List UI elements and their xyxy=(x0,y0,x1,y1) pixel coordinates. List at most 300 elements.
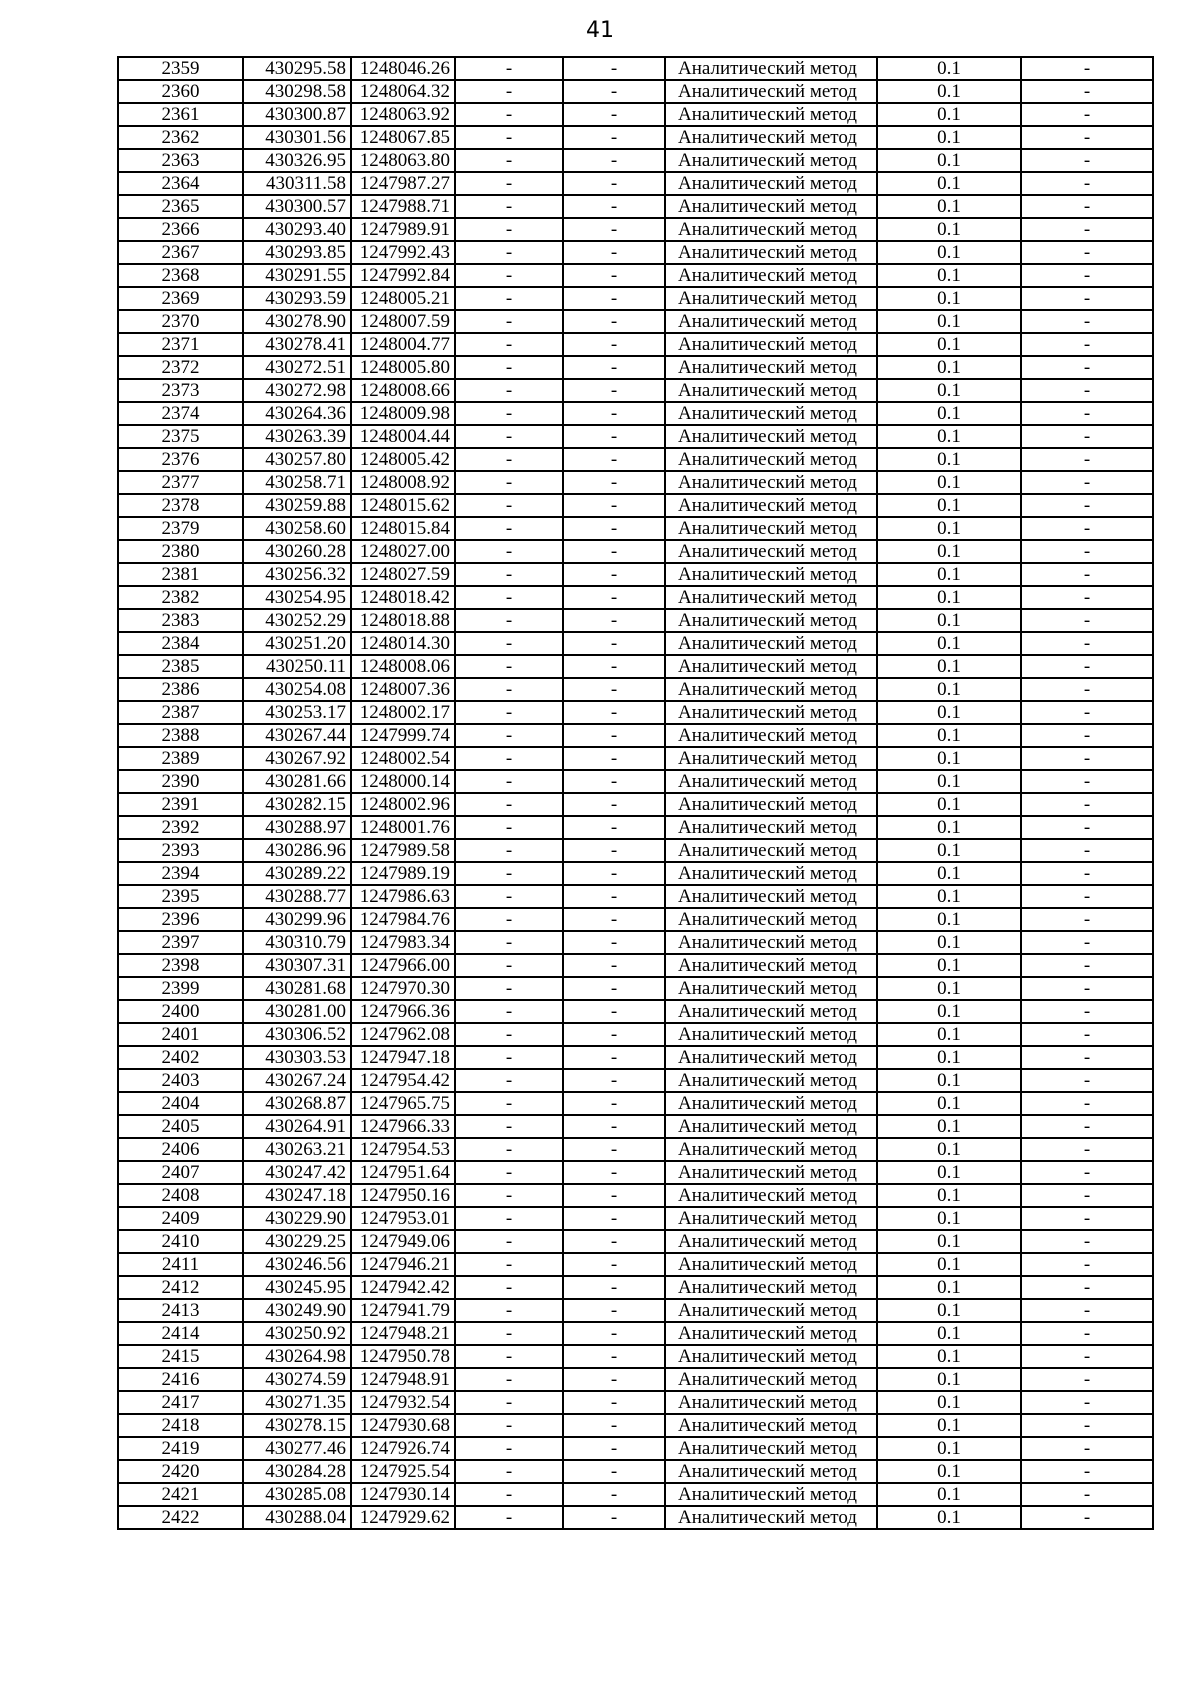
x-coordinate-cell: 430298.58 xyxy=(243,80,351,103)
dash-cell: - xyxy=(563,816,665,839)
dash-cell: - xyxy=(563,632,665,655)
accuracy-cell: 0.1 xyxy=(877,1207,1021,1230)
table-row xyxy=(118,103,1153,126)
dash-cell: - xyxy=(563,1345,665,1368)
dash-cell: - xyxy=(455,517,563,540)
method-cell: Аналитический метод xyxy=(665,1230,877,1253)
y-coordinate-cell: 1248008.06 xyxy=(351,655,455,678)
x-coordinate-cell: 430247.42 xyxy=(243,1161,351,1184)
method-cell: Аналитический метод xyxy=(665,655,877,678)
dash-cell: - xyxy=(563,793,665,816)
x-coordinate-cell: 430307.31 xyxy=(243,954,351,977)
point-number-cell: 2406 xyxy=(118,1138,243,1161)
point-number-cell: 2419 xyxy=(118,1437,243,1460)
method-cell: Аналитический метод xyxy=(665,103,877,126)
x-coordinate-cell: 430278.15 xyxy=(243,1414,351,1437)
table-row xyxy=(118,701,1153,724)
y-coordinate-cell: 1247929.62 xyxy=(351,1506,455,1529)
x-coordinate-cell: 430268.87 xyxy=(243,1092,351,1115)
dash-cell: - xyxy=(563,931,665,954)
accuracy-cell: 0.1 xyxy=(877,1368,1021,1391)
y-coordinate-cell: 1248008.66 xyxy=(351,379,455,402)
table-row xyxy=(118,149,1153,172)
method-cell: Аналитический метод xyxy=(665,954,877,977)
dash-cell: - xyxy=(563,333,665,356)
dash-cell: - xyxy=(563,1069,665,1092)
point-number-cell: 2407 xyxy=(118,1161,243,1184)
table-row xyxy=(118,57,1153,80)
accuracy-cell: 0.1 xyxy=(877,1253,1021,1276)
dash-cell: - xyxy=(563,885,665,908)
point-number-cell: 2369 xyxy=(118,287,243,310)
point-number-cell: 2374 xyxy=(118,402,243,425)
dash-cell: - xyxy=(1021,1253,1153,1276)
table-row xyxy=(118,1092,1153,1115)
dash-cell: - xyxy=(1021,563,1153,586)
accuracy-cell: 0.1 xyxy=(877,770,1021,793)
method-cell: Аналитический метод xyxy=(665,80,877,103)
point-number-cell: 2377 xyxy=(118,471,243,494)
accuracy-cell: 0.1 xyxy=(877,1161,1021,1184)
dash-cell: - xyxy=(455,793,563,816)
accuracy-cell: 0.1 xyxy=(877,126,1021,149)
point-number-cell: 2387 xyxy=(118,701,243,724)
dash-cell: - xyxy=(1021,747,1153,770)
dash-cell: - xyxy=(455,1506,563,1529)
method-cell: Аналитический метод xyxy=(665,517,877,540)
accuracy-cell: 0.1 xyxy=(877,287,1021,310)
table-row xyxy=(118,310,1153,333)
dash-cell: - xyxy=(563,908,665,931)
x-coordinate-cell: 430293.59 xyxy=(243,287,351,310)
dash-cell: - xyxy=(563,1483,665,1506)
table-row xyxy=(118,1207,1153,1230)
y-coordinate-cell: 1248018.42 xyxy=(351,586,455,609)
x-coordinate-cell: 430249.90 xyxy=(243,1299,351,1322)
y-coordinate-cell: 1248004.44 xyxy=(351,425,455,448)
dash-cell: - xyxy=(563,57,665,80)
x-coordinate-cell: 430289.22 xyxy=(243,862,351,885)
point-number-cell: 2373 xyxy=(118,379,243,402)
point-number-cell: 2376 xyxy=(118,448,243,471)
y-coordinate-cell: 1247925.54 xyxy=(351,1460,455,1483)
accuracy-cell: 0.1 xyxy=(877,540,1021,563)
dash-cell: - xyxy=(563,540,665,563)
method-cell: Аналитический метод xyxy=(665,356,877,379)
dash-cell: - xyxy=(1021,1437,1153,1460)
dash-cell: - xyxy=(455,931,563,954)
dash-cell: - xyxy=(563,1276,665,1299)
method-cell: Аналитический метод xyxy=(665,540,877,563)
method-cell: Аналитический метод xyxy=(665,1345,877,1368)
y-coordinate-cell: 1247992.43 xyxy=(351,241,455,264)
dash-cell: - xyxy=(563,954,665,977)
x-coordinate-cell: 430256.32 xyxy=(243,563,351,586)
dash-cell: - xyxy=(455,954,563,977)
dash-cell: - xyxy=(1021,218,1153,241)
dash-cell: - xyxy=(1021,586,1153,609)
y-coordinate-cell: 1247983.34 xyxy=(351,931,455,954)
point-number-cell: 2398 xyxy=(118,954,243,977)
dash-cell: - xyxy=(455,1345,563,1368)
table-row xyxy=(118,1000,1153,1023)
dash-cell: - xyxy=(1021,172,1153,195)
dash-cell: - xyxy=(563,310,665,333)
dash-cell: - xyxy=(455,816,563,839)
accuracy-cell: 0.1 xyxy=(877,1506,1021,1529)
dash-cell: - xyxy=(1021,57,1153,80)
x-coordinate-cell: 430281.68 xyxy=(243,977,351,1000)
accuracy-cell: 0.1 xyxy=(877,1092,1021,1115)
x-coordinate-cell: 430252.29 xyxy=(243,609,351,632)
dash-cell: - xyxy=(563,494,665,517)
point-number-cell: 2361 xyxy=(118,103,243,126)
dash-cell: - xyxy=(455,1138,563,1161)
accuracy-cell: 0.1 xyxy=(877,632,1021,655)
point-number-cell: 2386 xyxy=(118,678,243,701)
table-row xyxy=(118,195,1153,218)
dash-cell: - xyxy=(1021,908,1153,931)
point-number-cell: 2382 xyxy=(118,586,243,609)
dash-cell: - xyxy=(455,563,563,586)
table-row xyxy=(118,1437,1153,1460)
dash-cell: - xyxy=(1021,356,1153,379)
table-row xyxy=(118,1046,1153,1069)
dash-cell: - xyxy=(1021,540,1153,563)
table-row xyxy=(118,586,1153,609)
point-number-cell: 2368 xyxy=(118,264,243,287)
point-number-cell: 2383 xyxy=(118,609,243,632)
dash-cell: - xyxy=(563,1161,665,1184)
accuracy-cell: 0.1 xyxy=(877,1391,1021,1414)
dash-cell: - xyxy=(563,471,665,494)
dash-cell: - xyxy=(563,1437,665,1460)
y-coordinate-cell: 1248001.76 xyxy=(351,816,455,839)
method-cell: Аналитический метод xyxy=(665,1046,877,1069)
accuracy-cell: 0.1 xyxy=(877,1414,1021,1437)
dash-cell: - xyxy=(1021,402,1153,425)
y-coordinate-cell: 1248027.59 xyxy=(351,563,455,586)
dash-cell: - xyxy=(563,1414,665,1437)
dash-cell: - xyxy=(1021,126,1153,149)
accuracy-cell: 0.1 xyxy=(877,908,1021,931)
method-cell: Аналитический метод xyxy=(665,770,877,793)
y-coordinate-cell: 1247989.19 xyxy=(351,862,455,885)
method-cell: Аналитический метод xyxy=(665,1161,877,1184)
dash-cell: - xyxy=(1021,1138,1153,1161)
x-coordinate-cell: 430263.21 xyxy=(243,1138,351,1161)
table-row xyxy=(118,1391,1153,1414)
accuracy-cell: 0.1 xyxy=(877,1483,1021,1506)
method-cell: Аналитический метод xyxy=(665,1506,877,1529)
x-coordinate-cell: 430278.90 xyxy=(243,310,351,333)
dash-cell: - xyxy=(455,264,563,287)
dash-cell: - xyxy=(455,540,563,563)
dash-cell: - xyxy=(455,471,563,494)
y-coordinate-cell: 1247965.75 xyxy=(351,1092,455,1115)
dash-cell: - xyxy=(563,1046,665,1069)
dash-cell: - xyxy=(455,862,563,885)
method-cell: Аналитический метод xyxy=(665,379,877,402)
accuracy-cell: 0.1 xyxy=(877,333,1021,356)
table-row xyxy=(118,655,1153,678)
y-coordinate-cell: 1248015.62 xyxy=(351,494,455,517)
dash-cell: - xyxy=(563,1299,665,1322)
y-coordinate-cell: 1247999.74 xyxy=(351,724,455,747)
y-coordinate-cell: 1247930.68 xyxy=(351,1414,455,1437)
dash-cell: - xyxy=(1021,770,1153,793)
method-cell: Аналитический метод xyxy=(665,149,877,172)
point-number-cell: 2393 xyxy=(118,839,243,862)
method-cell: Аналитический метод xyxy=(665,172,877,195)
dash-cell: - xyxy=(563,724,665,747)
table-body xyxy=(118,57,1153,1529)
method-cell: Аналитический метод xyxy=(665,494,877,517)
point-number-cell: 2364 xyxy=(118,172,243,195)
accuracy-cell: 0.1 xyxy=(877,1437,1021,1460)
accuracy-cell: 0.1 xyxy=(877,356,1021,379)
dash-cell: - xyxy=(563,218,665,241)
dash-cell: - xyxy=(455,356,563,379)
dash-cell: - xyxy=(1021,425,1153,448)
dash-cell: - xyxy=(455,1276,563,1299)
dash-cell: - xyxy=(455,172,563,195)
x-coordinate-cell: 430291.55 xyxy=(243,264,351,287)
y-coordinate-cell: 1248004.77 xyxy=(351,333,455,356)
point-number-cell: 2403 xyxy=(118,1069,243,1092)
dash-cell: - xyxy=(455,218,563,241)
dash-cell: - xyxy=(455,908,563,931)
point-number-cell: 2359 xyxy=(118,57,243,80)
y-coordinate-cell: 1247989.58 xyxy=(351,839,455,862)
point-number-cell: 2385 xyxy=(118,655,243,678)
dash-cell: - xyxy=(455,724,563,747)
accuracy-cell: 0.1 xyxy=(877,1276,1021,1299)
dash-cell: - xyxy=(455,632,563,655)
x-coordinate-cell: 430310.79 xyxy=(243,931,351,954)
y-coordinate-cell: 1248002.96 xyxy=(351,793,455,816)
method-cell: Аналитический метод xyxy=(665,333,877,356)
dash-cell: - xyxy=(1021,885,1153,908)
dash-cell: - xyxy=(1021,80,1153,103)
accuracy-cell: 0.1 xyxy=(877,701,1021,724)
table-row xyxy=(118,287,1153,310)
method-cell: Аналитический метод xyxy=(665,1276,877,1299)
point-number-cell: 2404 xyxy=(118,1092,243,1115)
point-number-cell: 2417 xyxy=(118,1391,243,1414)
x-coordinate-cell: 430300.57 xyxy=(243,195,351,218)
point-number-cell: 2384 xyxy=(118,632,243,655)
table-row xyxy=(118,494,1153,517)
accuracy-cell: 0.1 xyxy=(877,80,1021,103)
x-coordinate-cell: 430229.25 xyxy=(243,1230,351,1253)
accuracy-cell: 0.1 xyxy=(877,862,1021,885)
dash-cell: - xyxy=(455,1253,563,1276)
table-row xyxy=(118,379,1153,402)
method-cell: Аналитический метод xyxy=(665,747,877,770)
point-number-cell: 2360 xyxy=(118,80,243,103)
dash-cell: - xyxy=(1021,1184,1153,1207)
y-coordinate-cell: 1247951.64 xyxy=(351,1161,455,1184)
method-cell: Аналитический метод xyxy=(665,701,877,724)
dash-cell: - xyxy=(563,1207,665,1230)
y-coordinate-cell: 1247930.14 xyxy=(351,1483,455,1506)
y-coordinate-cell: 1248002.17 xyxy=(351,701,455,724)
x-coordinate-cell: 430247.18 xyxy=(243,1184,351,1207)
method-cell: Аналитический метод xyxy=(665,1138,877,1161)
table-row xyxy=(118,356,1153,379)
dash-cell: - xyxy=(563,1138,665,1161)
dash-cell: - xyxy=(563,862,665,885)
table-row xyxy=(118,862,1153,885)
dash-cell: - xyxy=(455,425,563,448)
accuracy-cell: 0.1 xyxy=(877,1023,1021,1046)
table-row xyxy=(118,1161,1153,1184)
dash-cell: - xyxy=(455,1092,563,1115)
method-cell: Аналитический метод xyxy=(665,1184,877,1207)
point-number-cell: 2401 xyxy=(118,1023,243,1046)
x-coordinate-cell: 430306.52 xyxy=(243,1023,351,1046)
table-row xyxy=(118,1115,1153,1138)
method-cell: Аналитический метод xyxy=(665,632,877,655)
accuracy-cell: 0.1 xyxy=(877,747,1021,770)
y-coordinate-cell: 1247966.00 xyxy=(351,954,455,977)
y-coordinate-cell: 1248067.85 xyxy=(351,126,455,149)
accuracy-cell: 0.1 xyxy=(877,1138,1021,1161)
accuracy-cell: 0.1 xyxy=(877,471,1021,494)
accuracy-cell: 0.1 xyxy=(877,195,1021,218)
y-coordinate-cell: 1247950.78 xyxy=(351,1345,455,1368)
dash-cell: - xyxy=(455,448,563,471)
x-coordinate-cell: 430259.88 xyxy=(243,494,351,517)
accuracy-cell: 0.1 xyxy=(877,402,1021,425)
y-coordinate-cell: 1247932.54 xyxy=(351,1391,455,1414)
point-number-cell: 2397 xyxy=(118,931,243,954)
dash-cell: - xyxy=(455,149,563,172)
dash-cell: - xyxy=(563,586,665,609)
point-number-cell: 2365 xyxy=(118,195,243,218)
method-cell: Аналитический метод xyxy=(665,241,877,264)
point-number-cell: 2402 xyxy=(118,1046,243,1069)
table-row xyxy=(118,80,1153,103)
x-coordinate-cell: 430272.98 xyxy=(243,379,351,402)
table-row xyxy=(118,724,1153,747)
table-row xyxy=(118,931,1153,954)
dash-cell: - xyxy=(563,701,665,724)
dash-cell: - xyxy=(1021,517,1153,540)
table-row xyxy=(118,1299,1153,1322)
dash-cell: - xyxy=(455,1299,563,1322)
x-coordinate-cell: 430281.00 xyxy=(243,1000,351,1023)
x-coordinate-cell: 430264.91 xyxy=(243,1115,351,1138)
y-coordinate-cell: 1248002.54 xyxy=(351,747,455,770)
dash-cell: - xyxy=(1021,977,1153,1000)
method-cell: Аналитический метод xyxy=(665,310,877,333)
dash-cell: - xyxy=(563,1460,665,1483)
dash-cell: - xyxy=(1021,816,1153,839)
dash-cell: - xyxy=(563,609,665,632)
dash-cell: - xyxy=(455,1023,563,1046)
table-row xyxy=(118,1414,1153,1437)
accuracy-cell: 0.1 xyxy=(877,425,1021,448)
dash-cell: - xyxy=(455,1391,563,1414)
dash-cell: - xyxy=(455,678,563,701)
point-number-cell: 2395 xyxy=(118,885,243,908)
dash-cell: - xyxy=(1021,1276,1153,1299)
dash-cell: - xyxy=(1021,1391,1153,1414)
method-cell: Аналитический метод xyxy=(665,816,877,839)
x-coordinate-cell: 430251.20 xyxy=(243,632,351,655)
table-row xyxy=(118,1345,1153,1368)
dash-cell: - xyxy=(563,678,665,701)
dash-cell: - xyxy=(455,241,563,264)
y-coordinate-cell: 1248007.36 xyxy=(351,678,455,701)
table-row xyxy=(118,126,1153,149)
dash-cell: - xyxy=(1021,1322,1153,1345)
point-number-cell: 2379 xyxy=(118,517,243,540)
accuracy-cell: 0.1 xyxy=(877,724,1021,747)
x-coordinate-cell: 430263.39 xyxy=(243,425,351,448)
x-coordinate-cell: 430278.41 xyxy=(243,333,351,356)
x-coordinate-cell: 430281.66 xyxy=(243,770,351,793)
dash-cell: - xyxy=(1021,149,1153,172)
x-coordinate-cell: 430300.87 xyxy=(243,103,351,126)
x-coordinate-cell: 430250.92 xyxy=(243,1322,351,1345)
dash-cell: - xyxy=(563,1322,665,1345)
dash-cell: - xyxy=(455,333,563,356)
dash-cell: - xyxy=(563,1253,665,1276)
point-number-cell: 2378 xyxy=(118,494,243,517)
dash-cell: - xyxy=(1021,839,1153,862)
accuracy-cell: 0.1 xyxy=(877,793,1021,816)
method-cell: Аналитический метод xyxy=(665,448,877,471)
accuracy-cell: 0.1 xyxy=(877,586,1021,609)
x-coordinate-cell: 430285.08 xyxy=(243,1483,351,1506)
accuracy-cell: 0.1 xyxy=(877,678,1021,701)
method-cell: Аналитический метод xyxy=(665,402,877,425)
method-cell: Аналитический метод xyxy=(665,977,877,1000)
accuracy-cell: 0.1 xyxy=(877,264,1021,287)
dash-cell: - xyxy=(1021,379,1153,402)
method-cell: Аналитический метод xyxy=(665,1322,877,1345)
table-row xyxy=(118,1460,1153,1483)
table-row xyxy=(118,816,1153,839)
dash-cell: - xyxy=(563,172,665,195)
x-coordinate-cell: 430257.80 xyxy=(243,448,351,471)
method-cell: Аналитический метод xyxy=(665,57,877,80)
x-coordinate-cell: 430246.56 xyxy=(243,1253,351,1276)
dash-cell: - xyxy=(455,655,563,678)
dash-cell: - xyxy=(455,1207,563,1230)
dash-cell: - xyxy=(455,195,563,218)
x-coordinate-cell: 430286.96 xyxy=(243,839,351,862)
method-cell: Аналитический метод xyxy=(665,264,877,287)
accuracy-cell: 0.1 xyxy=(877,1069,1021,1092)
y-coordinate-cell: 1247962.08 xyxy=(351,1023,455,1046)
dash-cell: - xyxy=(1021,471,1153,494)
y-coordinate-cell: 1248005.80 xyxy=(351,356,455,379)
dash-cell: - xyxy=(563,356,665,379)
y-coordinate-cell: 1247949.06 xyxy=(351,1230,455,1253)
table-row xyxy=(118,1069,1153,1092)
dash-cell: - xyxy=(455,977,563,1000)
accuracy-cell: 0.1 xyxy=(877,57,1021,80)
dash-cell: - xyxy=(455,839,563,862)
table-row xyxy=(118,218,1153,241)
y-coordinate-cell: 1247926.74 xyxy=(351,1437,455,1460)
accuracy-cell: 0.1 xyxy=(877,954,1021,977)
method-cell: Аналитический метод xyxy=(665,471,877,494)
